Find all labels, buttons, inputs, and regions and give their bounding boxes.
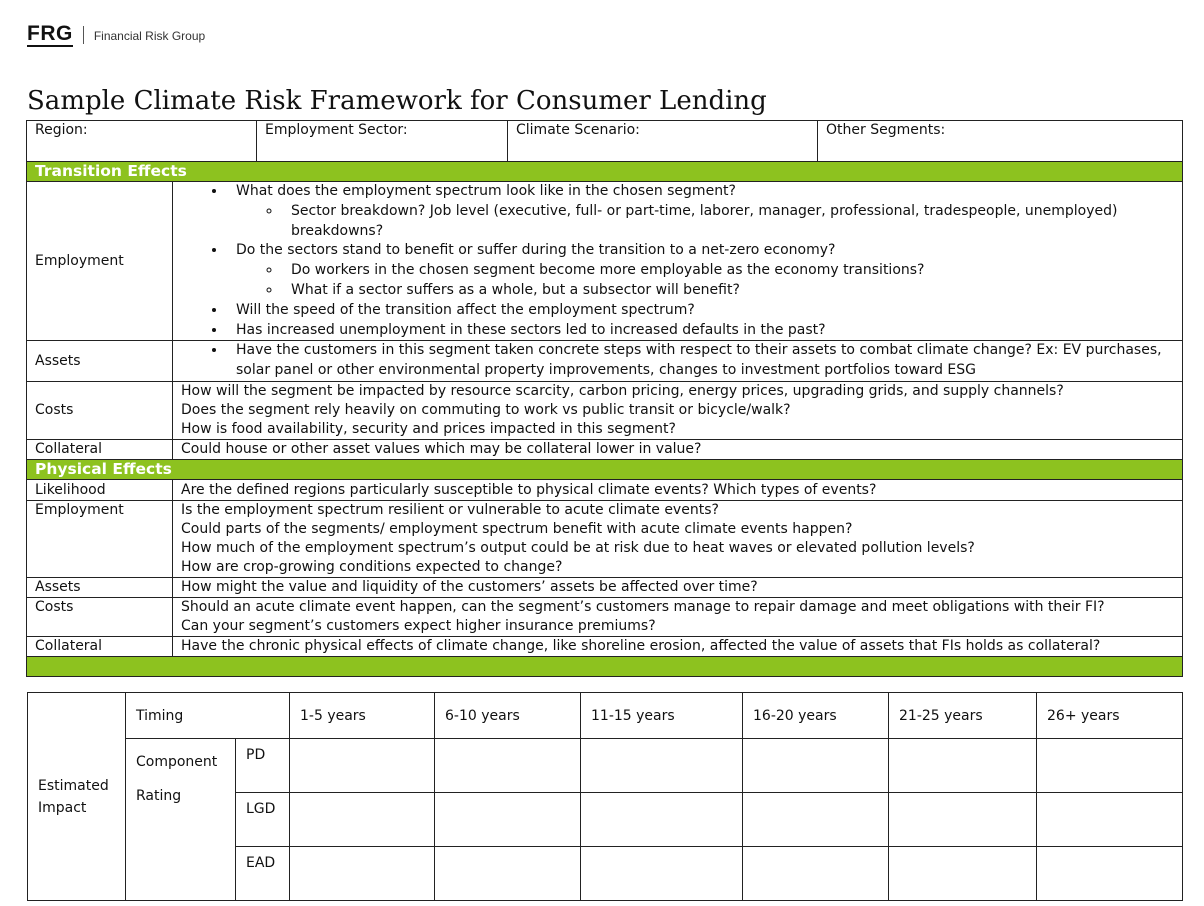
list-item: ◦ Do workers in the chosen segment become more employable as the economy transitions? <box>282 261 1182 281</box>
component-lgd: LGD <box>236 793 290 847</box>
row-label-likelihood: Likelihood <box>27 479 173 500</box>
component-pd: PD <box>236 739 290 793</box>
transition-effects-header <box>27 162 1183 182</box>
transition-collateral-row <box>27 439 1183 459</box>
rating-cell[interactable] <box>1037 793 1183 847</box>
rating-cell[interactable] <box>1037 739 1183 793</box>
row-label-costs: Costs <box>27 381 173 439</box>
physical-likelihood-row <box>27 479 1183 500</box>
transition-assets-questions <box>173 341 1183 382</box>
period-header: 16-20 years <box>743 693 889 739</box>
list-item: ◦ What if a sector suffers as a whole, but a subsector will benefit? <box>282 281 1182 301</box>
rating-cell[interactable] <box>435 847 581 901</box>
transition-employment-questions <box>173 182 1183 341</box>
estimated-impact-line2: Impact <box>38 799 87 816</box>
period-header: 21-25 years <box>889 693 1037 739</box>
divider-bar <box>27 656 1183 676</box>
question-text: Have the chronic physical effects of climate change, like shoreline erosion, affected the value of assets that FIs holds as collateral? <box>173 636 1183 656</box>
period-header: 6-10 years <box>435 693 581 739</box>
question-text: How might the value and liquidity of the customers’ assets be affected over time? <box>173 577 1183 597</box>
green-divider <box>27 656 1183 676</box>
list-item: • Have the customers in this segment taken concrete steps with respect to their assets to combat climate change? Ex: EV purchases, solar panel or other environmental property improvements, changes to investment portfolios toward ESG <box>227 341 1174 381</box>
question-text: Could house or other asset values which may be collateral lower in value? <box>173 439 1183 459</box>
document-title: Sample Climate Risk Framework for Consumer Lending <box>27 86 767 116</box>
question-text: How are crop-growing conditions expected to change? <box>181 558 563 575</box>
list-item: • What does the employment spectrum look like in the chosen segment? <box>227 182 1182 202</box>
physical-employment-questions <box>173 500 1183 577</box>
rating-cell[interactable] <box>581 793 743 847</box>
rating-cell[interactable] <box>290 739 435 793</box>
question-text: Should an acute climate event happen, can the segment’s customers manage to repair damage and meet obligations with their FI? <box>181 598 1105 615</box>
row-label-costs: Costs <box>27 597 173 636</box>
rating-cell[interactable] <box>743 847 889 901</box>
physical-employment-row <box>27 500 1183 577</box>
question-text: How will the segment be impacted by resource scarcity, carbon pricing, energy prices, upgrading grids, and supply channels? <box>181 382 1064 399</box>
employment-sector-field[interactable]: Employment Sector: <box>257 121 508 162</box>
logo-text: Financial Risk Group <box>93 29 206 43</box>
row-label-collateral: Collateral <box>27 636 173 656</box>
physical-collateral-row <box>27 636 1183 656</box>
estimated-impact-line1: Estimated <box>38 777 109 794</box>
list-item: • Will the speed of the transition affect the employment spectrum? <box>227 301 1182 321</box>
rating-cell[interactable] <box>435 793 581 847</box>
rating-cell[interactable] <box>889 793 1037 847</box>
rating-cell[interactable] <box>1037 847 1183 901</box>
component-ead: EAD <box>236 847 290 901</box>
list-item: • Do the sectors stand to benefit or suffer during the transition to a net-zero economy? <box>227 241 1182 261</box>
component-rating-line1: Component <box>136 754 218 770</box>
transition-effects-heading: Transition Effects <box>27 162 1183 182</box>
transition-assets-row <box>27 341 1183 382</box>
question-text: How is food availability, security and prices impacted in this segment? <box>181 420 676 437</box>
transition-costs-questions <box>173 381 1183 439</box>
list-item: • Has increased unemployment in these sectors led to increased defaults in the past? <box>227 321 1182 341</box>
pd-row <box>28 739 1183 793</box>
row-label-collateral: Collateral <box>27 439 173 459</box>
timing-row <box>28 693 1183 739</box>
period-header: 26+ years <box>1037 693 1183 739</box>
framework-table <box>26 120 1183 677</box>
row-label-employment: Employment <box>27 182 173 341</box>
frg-logo <box>27 22 205 48</box>
period-header: 1-5 years <box>290 693 435 739</box>
estimated-impact-label <box>28 693 126 901</box>
transition-costs-row <box>27 381 1183 439</box>
rating-cell[interactable] <box>290 793 435 847</box>
logo-mark: FRG <box>27 21 73 45</box>
timing-label: Timing <box>126 693 290 739</box>
rating-cell[interactable] <box>290 847 435 901</box>
question-text: Could parts of the segments/ employment spectrum benefit with acute climate events happen? <box>181 520 853 537</box>
region-field[interactable]: Region: <box>27 121 257 162</box>
rating-cell[interactable] <box>435 739 581 793</box>
other-segments-field[interactable]: Other Segments: <box>818 121 1183 162</box>
rating-cell[interactable] <box>743 739 889 793</box>
rating-cell[interactable] <box>889 847 1037 901</box>
component-rating-label <box>126 739 236 901</box>
rating-cell[interactable] <box>581 847 743 901</box>
question-text: Is the employment spectrum resilient or vulnerable to acute climate events? <box>181 501 719 518</box>
header-row <box>27 121 1183 162</box>
question-text: Are the defined regions particularly susceptible to physical climate events? Which types of events? <box>173 479 1183 500</box>
question-text: Does the segment rely heavily on commuting to work vs public transit or bicycle/walk? <box>181 401 791 418</box>
period-header: 11-15 years <box>581 693 743 739</box>
rating-cell[interactable] <box>743 793 889 847</box>
row-label-employment: Employment <box>27 500 173 577</box>
rating-cell[interactable] <box>581 739 743 793</box>
rating-cell[interactable] <box>889 739 1037 793</box>
climate-scenario-field[interactable]: Climate Scenario: <box>508 121 818 162</box>
list-item: ◦ Sector breakdown? Job level (executive, full- or part-time, laborer, manager, professional, tradespeople, unemployed) breakdowns? <box>282 202 1182 242</box>
row-label-assets: Assets <box>27 341 173 382</box>
estimated-impact-table <box>27 692 1183 901</box>
physical-effects-header <box>27 459 1183 479</box>
transition-employment-row <box>27 182 1183 341</box>
physical-costs-row <box>27 597 1183 636</box>
row-label-assets: Assets <box>27 577 173 597</box>
physical-effects-heading: Physical Effects <box>27 459 1183 479</box>
physical-assets-row <box>27 577 1183 597</box>
physical-costs-questions <box>173 597 1183 636</box>
question-text: How much of the employment spectrum’s output could be at risk due to heat waves or elevated pollution levels? <box>181 539 975 556</box>
question-text: Can your segment’s customers expect higher insurance premiums? <box>181 617 656 634</box>
logo-divider <box>83 26 84 44</box>
component-rating-line2: Rating <box>136 788 182 804</box>
